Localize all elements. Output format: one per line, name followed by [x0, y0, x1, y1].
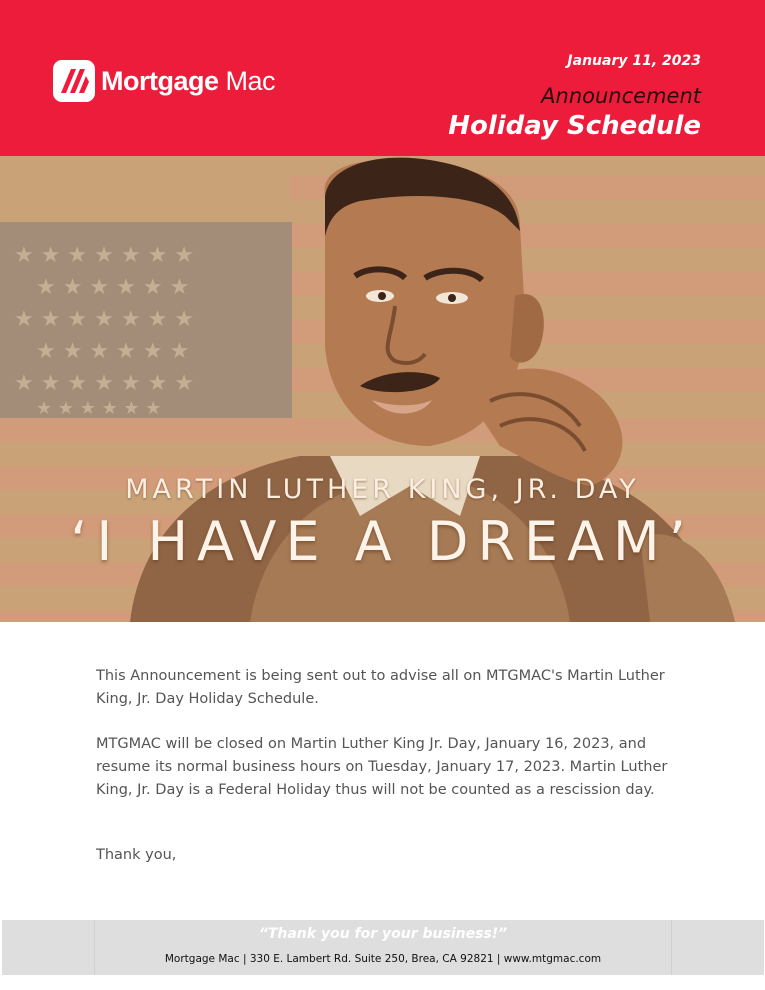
banner-holiday-name: MARTIN LUTHER KING, JR. DAY	[125, 474, 640, 505]
svg-text:★ ★ ★ ★ ★ ★: ★ ★ ★ ★ ★ ★	[36, 339, 190, 364]
closing-line: Thank you,	[96, 847, 177, 863]
svg-text:★ ★ ★ ★ ★ ★ ★: ★ ★ ★ ★ ★ ★ ★	[14, 243, 195, 268]
footer-content	[94, 920, 672, 975]
svg-text:★ ★ ★ ★ ★ ★: ★ ★ ★ ★ ★ ★	[36, 275, 190, 300]
footer-thank-you: “Thank you for your business!”	[258, 926, 508, 942]
svg-text:★ ★ ★ ★ ★ ★ ★: ★ ★ ★ ★ ★ ★ ★	[14, 307, 195, 332]
footer-address: Mortgage Mac | 330 E. Lambert Rd. Suite 250, Brea, CA 92821 | www.mtgmac.com	[164, 953, 602, 965]
svg-text:★ ★ ★ ★ ★ ★: ★ ★ ★ ★ ★ ★	[36, 398, 162, 419]
page-title: Holiday Schedule	[448, 111, 701, 141]
company-logo	[53, 60, 275, 102]
banner-quote: ‘I HAVE A DREAM’	[70, 510, 695, 573]
announcement-label: Announcement	[541, 84, 701, 108]
header-band	[0, 0, 765, 156]
body-paragraph-closure: MTGMAC will be closed on Martin Luther King Jr. Day, January 16, 2023, and resume its normal business hours on Tuesday, January 17, 2023. Martin Luther King, Jr. Day is a Federal Holiday thus will not be counted as a rescission day.	[96, 736, 668, 798]
body-paragraph-intro: This Announcement is being sent out to advise all on MTGMAC's Martin Luther King, Jr. Day Holiday Schedule.	[96, 668, 665, 707]
mortgage-mac-m-icon	[53, 60, 95, 102]
footer-band	[2, 920, 764, 975]
announcement-body	[96, 665, 686, 824]
svg-text:★ ★ ★ ★ ★ ★ ★: ★ ★ ★ ★ ★ ★ ★	[14, 371, 195, 396]
logo-wordmark: Mortgage Mac	[101, 65, 276, 96]
announcement-date: January 11, 2023	[567, 53, 701, 69]
